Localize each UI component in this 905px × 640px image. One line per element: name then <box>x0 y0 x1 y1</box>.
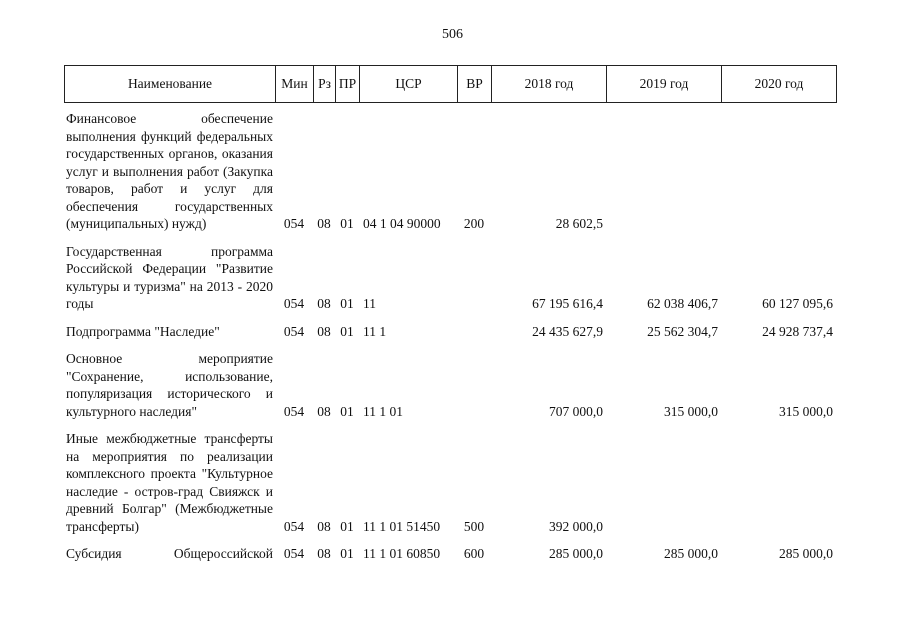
row-min: 054 <box>283 216 305 231</box>
table-row <box>64 350 836 420</box>
row-csr: 11 <box>363 296 376 311</box>
row-2019: 25 562 304,7 <box>647 323 718 339</box>
row-2019 <box>606 110 721 233</box>
row-2020: 315 000,0 <box>779 403 833 419</box>
table-row <box>64 110 836 233</box>
page-number: 506 <box>442 27 463 42</box>
header-rz: Рз <box>314 66 336 103</box>
row-vr: 200 <box>463 216 485 231</box>
row-2019: 62 038 406,7 <box>647 296 718 311</box>
row-min: 054 <box>283 296 305 311</box>
row-name: Финансовое обеспечение выполнения функций федеральных государственных органов, оказания услуг и выполнения работ (Закупка товаров, работ и услуг для обеспечения государственных (муниципальных) нужд) <box>66 111 273 231</box>
budget-table <box>64 110 836 563</box>
row-csr: 11 1 01 51450 <box>363 518 441 534</box>
row-csr: 11 1 01 <box>363 403 403 419</box>
row-pr: 01 <box>340 323 354 339</box>
row-min: 054 <box>283 518 305 534</box>
row-2018: 24 435 627,9 <box>532 323 603 339</box>
header-pr: ПР <box>336 66 360 103</box>
row-rz: 08 <box>317 323 331 339</box>
row-name: Субсидия Общероссийской <box>66 546 273 561</box>
row-2019 <box>606 430 721 535</box>
row-2019: 285 000,0 <box>664 546 718 561</box>
row-rz: 08 <box>317 546 331 561</box>
row-2020: 60 127 095,6 <box>762 296 833 311</box>
row-vr <box>457 323 491 341</box>
row-rz: 08 <box>317 216 331 231</box>
table-row <box>64 243 836 313</box>
row-2019: 315 000,0 <box>664 403 718 419</box>
row-csr: 04 1 04 90000 <box>363 216 441 231</box>
row-vr <box>457 350 491 420</box>
header-name: Наименование <box>65 66 276 103</box>
row-2018: 67 195 616,4 <box>532 296 603 311</box>
row-2020 <box>721 430 836 535</box>
row-2020: 24 928 737,4 <box>762 323 833 339</box>
row-pr: 01 <box>340 296 354 311</box>
column-header-table <box>64 65 837 103</box>
row-csr: 11 1 01 60850 <box>363 546 441 561</box>
header-2018: 2018 год <box>492 66 607 103</box>
row-name: Иные межбюджетные трансферты на мероприятия по реализации комплексного проекта "Культурное наследие - остров-град Свияжск и древний Болгар" (Межбюджетные трансферты) <box>66 431 273 534</box>
header-csr: ЦСР <box>360 66 458 103</box>
row-pr: 01 <box>340 518 354 534</box>
row-pr: 01 <box>340 403 354 419</box>
row-2018: 392 000,0 <box>549 518 603 534</box>
row-pr: 01 <box>340 546 354 561</box>
row-min: 054 <box>283 323 305 339</box>
row-rz: 08 <box>317 518 331 534</box>
row-rz: 08 <box>317 296 331 311</box>
row-rz: 08 <box>317 403 331 419</box>
header-row <box>65 66 837 103</box>
row-2018: 285 000,0 <box>549 546 603 561</box>
header-min: Мин <box>276 66 314 103</box>
table-row <box>64 323 836 341</box>
row-2020 <box>721 110 836 233</box>
row-min: 054 <box>283 546 305 561</box>
row-min: 054 <box>283 403 305 419</box>
row-2018: 707 000,0 <box>549 403 603 419</box>
row-2020: 285 000,0 <box>779 546 833 561</box>
row-vr: 500 <box>463 518 485 534</box>
row-pr: 01 <box>340 216 354 231</box>
header-vr: ВР <box>458 66 492 103</box>
row-2018: 28 602,5 <box>555 216 603 231</box>
row-vr: 600 <box>463 546 485 561</box>
row-csr: 11 1 <box>363 323 387 339</box>
row-vr <box>457 243 491 313</box>
table-row <box>64 430 836 535</box>
row-name: Основное мероприятие "Сохранение, использование, популяризация исторического и культурного наследия" <box>66 351 273 419</box>
table-row <box>64 545 836 563</box>
header-2020: 2020 год <box>722 66 837 103</box>
row-name: Подпрограмма "Наследие" <box>66 323 220 339</box>
row-name: Государственная программа Российской Федерации "Развитие культуры и туризма" на 2013 - 2020 годы <box>66 243 273 311</box>
header-2019: 2019 год <box>607 66 722 103</box>
